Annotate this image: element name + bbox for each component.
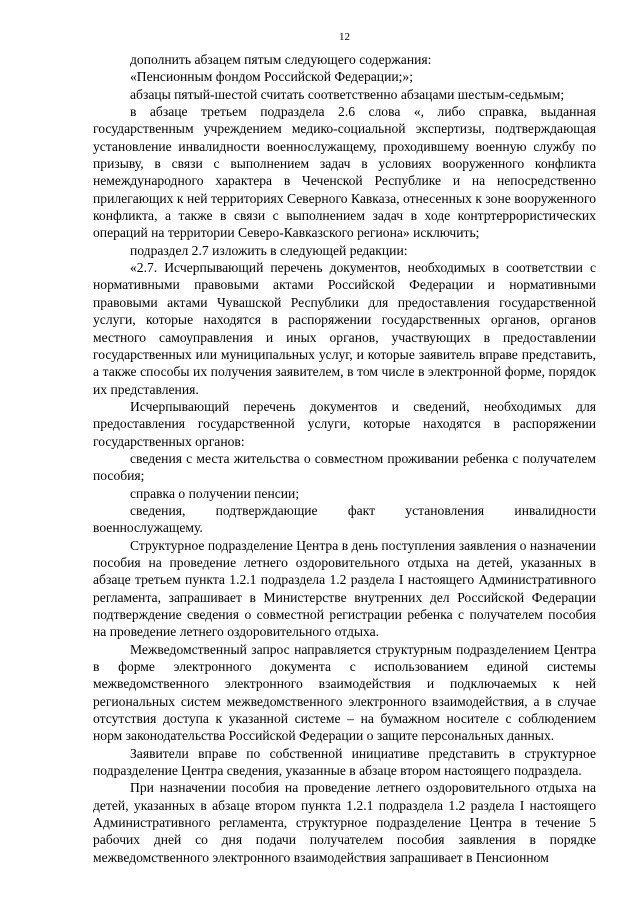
paragraph: Исчерпывающий перечень документов и сведений, необходимых для предоставления государственной услуги, которые находятся в распоряжении государственных органов:: [93, 398, 596, 449]
paragraph: в абзаце третьем подраздела 2.6 слова «, либо справка, выданная государственным учреждением медико-социальной экспертизы, подтверждающая установление инвалидности военнослужащему, проходившему военную службу по призыву, в связи с выполнением задач в условиях вооруженного конфликта немеждународного характера в Чеченской Республике и на непосредственно прилегающих к ней территориях Северного Кавказа, отнесенных к зоне вооруженного конфликта, а также в связи с выполнением задач в ходе контртеррористических операций на территории Северо-Кавказского региона» исключить;: [93, 104, 596, 241]
paragraph: Структурное подразделение Центра в день поступления заявления о назначении пособия на проведение летнего оздоровительного отдыха на детей, указанных в абзаце третьем пункта 1.2.1 подраздела 1.2 раздела I настоящего Административного регламента, запрашивает в Министерстве внутренних дел Российской Федерации подтверждение сведения о совместной регистрации ребенка с получателем пособия на проведение летнего оздоровительного отдыха.: [93, 537, 596, 640]
paragraph: Заявители вправе по собственной инициативе представить в структурное подразделение Центра сведения, указанные в абзаце втором настоящего подраздела.: [93, 745, 596, 779]
paragraph: справка о получении пенсии;: [130, 485, 300, 501]
paragraph: сведения, подтверждающие факт установления инвалидности военнослужащему.: [93, 502, 596, 536]
paragraph: «Пенсионным фондом Российской Федерации;»;: [130, 69, 413, 85]
document-body: [93, 51, 596, 866]
paragraph: подраздел 2.7 изложить в следующей редакции:: [130, 242, 408, 258]
paragraph: абзацы пятый-шестой считать соответственно абзацами шестым-седьмым;: [130, 86, 565, 102]
paragraph: сведения с места жительства о совместном проживании ребенка с получателем пособия;: [93, 450, 596, 484]
paragraph: Межведомственный запрос направляется структурным подразделением Центра в форме электронного документа с использованием единой системы межведомственного электронного взаимодействия и подключаемых к ней региональных систем межведомственного электронного взаимодействия, а в случае отсутствия доступа к указанной системе – на бумажном носителе с соблюдением норм законодательства Российской Федерации о защите персональных данных.: [93, 641, 596, 744]
paragraph: «2.7. Исчерпывающий перечень документов, необходимых в соответствии с нормативными правовыми актами Российской Федерации и нормативными правовыми актами Чувашской Республики для предоставления государственной услуги, которые находятся в распоряжении государственных органов, органов местного самоуправления и иных органов, участвующих в предоставлении государственных или муниципальных услуг, и которые заявитель вправе представить, а также способы их получения заявителем, в том числе в электронной форме, порядок их представления.: [93, 260, 596, 397]
paragraph: дополнить абзацем пятым следующего содержания:: [130, 52, 432, 67]
paragraph: При назначении пособия на проведение летнего оздоровительного отдыха на детей, указанных в абзаце втором пункта 1.2.1 подраздела 1.2 раздела I настоящего Административного регламента, структурное подразделение Центра в течение 5 рабочих дней со дня подачи получателем пособия заявления в порядке межведомственного электронного взаимодействия запрашивает в Пенсионном: [93, 780, 596, 865]
page-number: 12: [339, 31, 350, 43]
